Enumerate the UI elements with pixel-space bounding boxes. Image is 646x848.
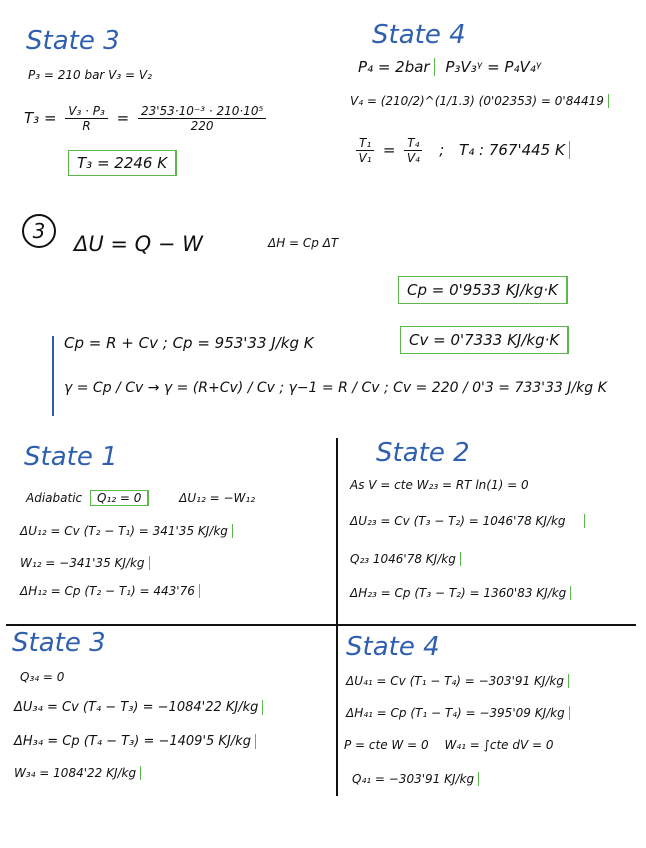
temperature-ratio-line: [352, 136, 570, 165]
q-state2-line4: [350, 586, 571, 600]
q23-value: Q₂₃ 1046'78 KJ/kg: [350, 552, 461, 566]
t4-result: T₄ : 767'445 K: [459, 141, 570, 159]
du34-value: ΔU₃₄ = Cv (T₄ − T₃) = −1084'22 KJ/kg: [14, 700, 263, 715]
du23-bracket: [580, 514, 585, 528]
section-number-circle: 3: [22, 214, 56, 248]
cv-value: [400, 326, 569, 354]
q-state4-line2: [346, 706, 570, 720]
t3-result: [68, 150, 177, 176]
w12-value: W₁₂ = −341'35 KJ/kg: [20, 556, 150, 570]
q41-value: Q₄₁ = −303'91 KJ/kg: [352, 772, 479, 786]
quadrant-horizontal-divider: [6, 624, 636, 626]
cv-box: Cv = 0'7333 KJ/kg·K: [400, 326, 569, 354]
q-state1-line1: [26, 490, 255, 506]
first-law-equation: ΔU = Q − W: [74, 232, 203, 256]
q-state3-line2: [14, 700, 263, 715]
state3-heading: State 3: [26, 26, 120, 56]
adiabatic-label: Adiabatic: [26, 491, 83, 505]
ratio-equals: =: [382, 141, 396, 159]
state4-heading: State 4: [372, 20, 466, 50]
q-state3-line4: [14, 766, 141, 780]
gamma-relation-line: γ = Cp / Cv → γ = (R+Cv) / Cv ; γ−1 = R / Cv ; Cv = 220 / 0'3 = 733'33 J/kg K: [64, 380, 607, 396]
q-state3-line3: [14, 734, 256, 749]
q-state2-line1: As V = cte W₂₃ = RT ln(1) = 0: [350, 478, 529, 492]
enthalpy-equation: ΔH = Cp ΔT: [268, 236, 339, 250]
t3-denominator-1: R: [82, 119, 91, 133]
q-state3-line1: Q₃₄ = 0: [20, 670, 65, 684]
du12-value: ΔU₁₂ = Cv (T₂ − T₁) = 341'35 KJ/kg: [20, 524, 233, 538]
quadrant-vertical-divider: [336, 438, 338, 796]
state3-temperature-formula: [24, 104, 270, 133]
q-state1-line3: [20, 556, 150, 570]
ratio-separator: ;: [439, 141, 445, 159]
dh34-value: ΔH₃₄ = Cp (T₄ − T₃) = −1409'5 KJ/kg: [14, 734, 256, 749]
t3-lhs: T₃ =: [24, 109, 57, 127]
adiabatic-relation: P₃V₃ᵞ = P₄V₄ᵞ: [445, 58, 542, 76]
q12-zero: Q₁₂ = 0: [90, 490, 149, 506]
q-state4-line3: [344, 738, 554, 752]
t4-num: T₄: [404, 136, 422, 151]
q-state4-line4: [352, 772, 479, 786]
q-state2-line2: [350, 514, 585, 528]
w34-value: W₃₄ = 1084'22 KJ/kg: [14, 766, 141, 780]
t4-v4-fraction: [404, 136, 422, 165]
p4-value: P₄ = 2bar: [358, 58, 435, 76]
state4-pressure-line: [358, 58, 541, 76]
v4-value: V₄ = (210/2)^(1/1.3) (0'02353) = 0'84419: [350, 94, 609, 108]
q-state1-line4: [20, 584, 200, 598]
cp-value: [398, 276, 568, 304]
t3-denominator-2: 220: [190, 119, 214, 133]
q-state4-line1: [346, 674, 569, 688]
q-state1-line2: [20, 524, 233, 538]
dh41-value: ΔH₄₁ = Cp (T₁ − T₄) = −395'09 KJ/kg: [346, 706, 570, 720]
v4-formula: [350, 94, 609, 108]
dh12-value: ΔH₁₂ = Cp (T₂ − T₁) = 443'76: [20, 584, 200, 598]
q-state3-heading: State 3: [12, 628, 106, 658]
q-state2-heading: State 2: [376, 438, 470, 468]
dh23-value: ΔH₂₃ = Cp (T₃ − T₂) = 1360'83 KJ/kg: [350, 586, 571, 600]
w41-integral: W₄₁ = ∫cte dV = 0: [444, 738, 554, 752]
v4-den: V₄: [406, 151, 420, 165]
t3-result-box: T₃ = 2246 K: [68, 150, 177, 176]
t3-numerator-1: V₃ · P₃: [65, 104, 108, 119]
state3-pressure-line: P₃ = 210 bar V₃ = V₂: [28, 68, 152, 82]
p-constant-w-zero: P = cte W = 0: [344, 738, 429, 752]
t3-numerator-2: 23'53·10⁻³ · 210·10⁵: [138, 104, 266, 119]
q-state2-line3: [350, 552, 461, 566]
t1-num: T₁: [356, 136, 374, 151]
t3-fraction-2: [138, 104, 266, 133]
q-state1-heading: State 1: [24, 442, 118, 472]
cp-relation-line: Cp = R + Cv ; Cp = 953'33 J/kg K: [64, 334, 314, 352]
t3-equals: =: [116, 109, 130, 127]
q-state4-heading: State 4: [346, 632, 440, 662]
du41-value: ΔU₄₁ = Cv (T₁ − T₄) = −303'91 KJ/kg: [346, 674, 569, 688]
du12-eq-w12: ΔU₁₂ = −W₁₂: [179, 491, 256, 505]
v1-den: V₁: [358, 151, 372, 165]
t3-fraction-1: [65, 104, 108, 133]
brace-bracket: [52, 336, 54, 416]
du23-value: ΔU₂₃ = Cv (T₃ − T₂) = 1046'78 KJ/kg: [350, 514, 566, 528]
cp-box: Cp = 0'9533 KJ/kg·K: [398, 276, 568, 304]
t1-v1-fraction: [356, 136, 374, 165]
